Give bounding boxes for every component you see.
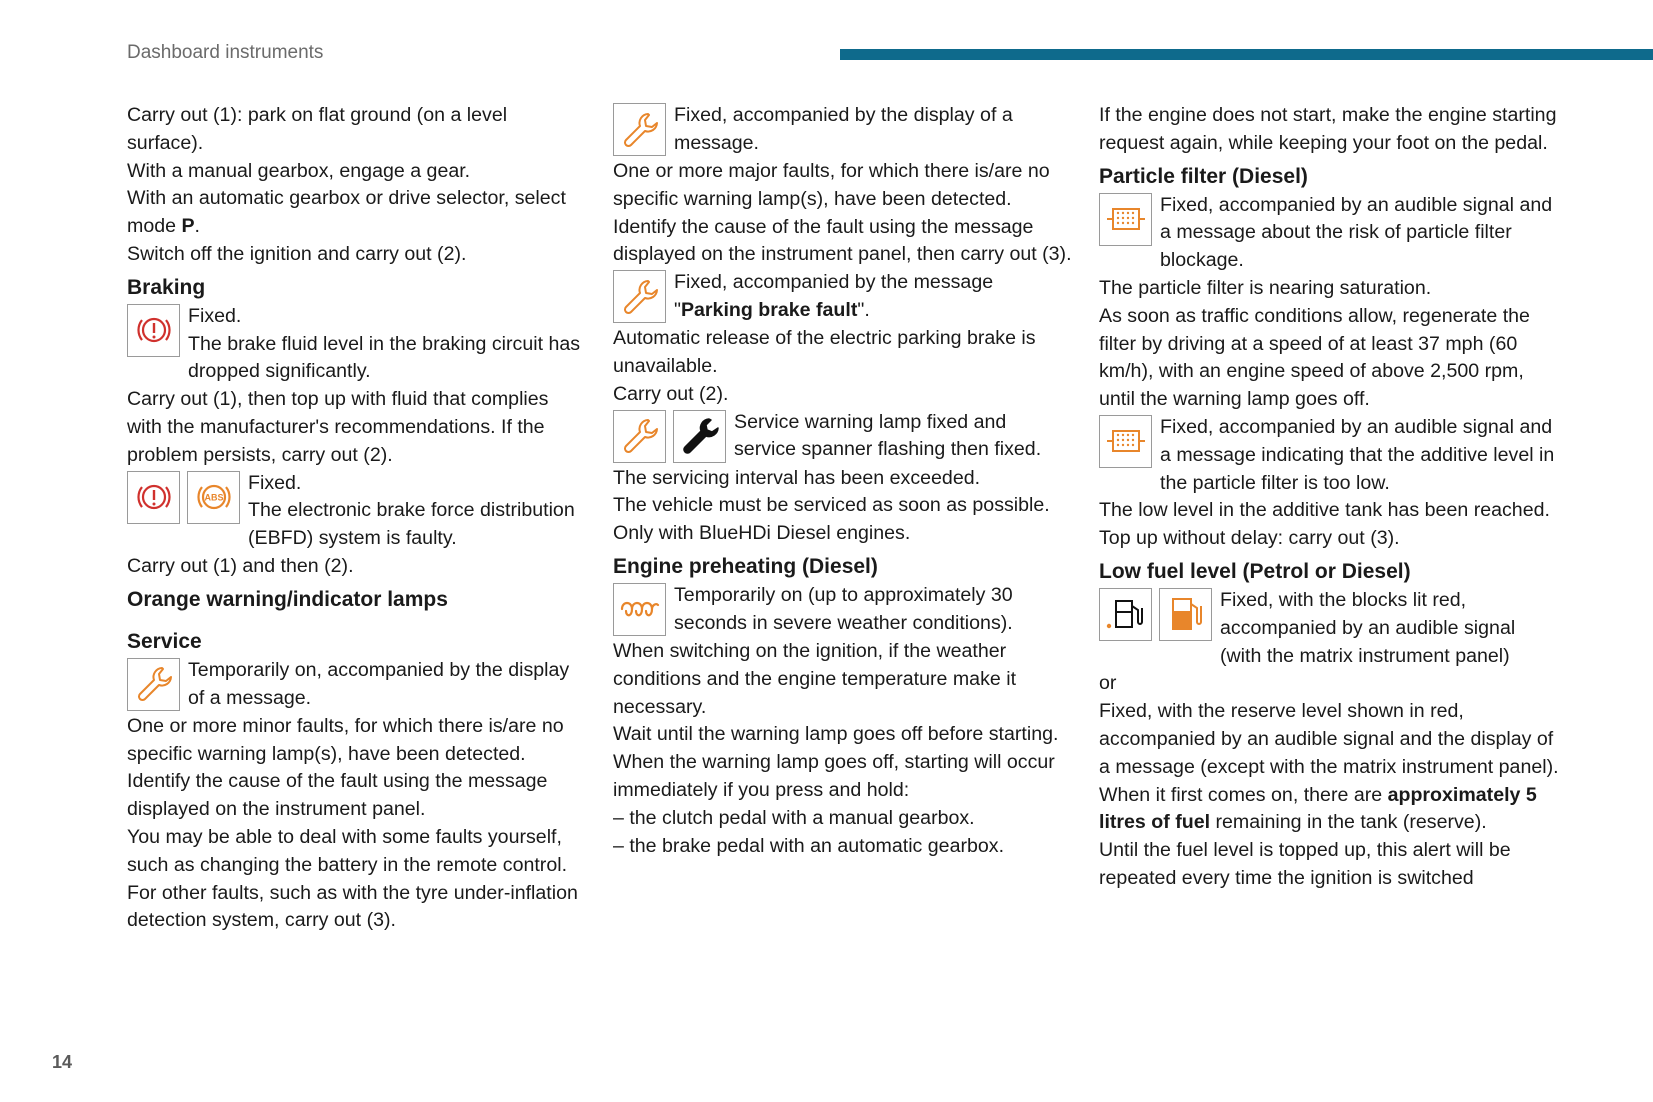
column-right	[1099, 102, 1559, 893]
paragraph: One or more minor faults, for which there is/are no specific warning lamp(s), have been detected.	[127, 714, 564, 765]
paragraph: The servicing interval has been exceeded.	[613, 466, 981, 489]
service-spanner-icon	[613, 103, 666, 156]
page-header-title: Dashboard instruments	[127, 42, 324, 63]
bullet-item: – the brake pedal with an automatic gearbox.	[613, 834, 1005, 857]
paragraph: With an automatic gearbox or drive selector, select mode P.	[127, 187, 566, 238]
fuel-blocks-icon	[1099, 588, 1152, 641]
lamp-block	[127, 303, 582, 386]
svg-text:ABS: ABS	[203, 492, 224, 503]
section-heading-service: Service	[127, 629, 202, 653]
paragraph: The low level in the additive tank has been reached.	[1099, 499, 1550, 522]
lamp-text: Service warning lamp fixed and service spanner flashing then fixed.	[734, 410, 1042, 461]
paragraph: Automatic release of the electric parking brake is unavailable.	[613, 327, 1036, 377]
paragraph: You may be able to deal with some faults yourself, such as changing the battery in the remote control.	[127, 825, 568, 876]
brake-warning-icon	[127, 471, 180, 524]
lamp-block	[613, 269, 1073, 325]
section-heading-low-fuel: Low fuel level (Petrol or Diesel)	[1099, 559, 1411, 583]
paragraph: One or more major faults, for which there is/are no specific warning lamp(s), have been detected.	[613, 160, 1050, 210]
paragraph: When switching on the ignition, if the weather conditions and the engine temperature make it necessary.	[613, 639, 1017, 718]
lamp-text: The brake fluid level in the braking circuit has dropped significantly.	[188, 332, 581, 383]
particle-filter-icon	[1099, 193, 1152, 246]
paragraph: Until the fuel level is topped up, this alert will be repeated every time the ignition is switched	[1099, 839, 1511, 889]
paragraph: or	[1099, 672, 1117, 695]
paragraph: Carry out (1), then top up with fluid that complies with the manufacturer's recommendations. If the problem persists, carry out (2).	[127, 388, 549, 466]
section-heading-preheating: Engine preheating (Diesel)	[613, 554, 878, 578]
fuel-reserve-icon	[1159, 588, 1212, 641]
paragraph: Top up without delay: carry out (3).	[1099, 527, 1400, 550]
lamp-block	[127, 657, 582, 713]
paragraph: As soon as traffic conditions allow, regenerate the filter by driving at a speed of at least 37 mph (60 km/h), with an engine speed of above 2,500 rpm, until the warning lamp goes off.	[1099, 304, 1530, 411]
paragraph: Identify the cause of the fault using the message displayed on the instrument panel, then carry out (3).	[613, 215, 1072, 266]
lamp-text: Fixed, accompanied by the message "Parking brake fault".	[674, 271, 994, 321]
paragraph: The particle filter is nearing saturation.	[1099, 276, 1432, 299]
brake-warning-icon	[127, 304, 180, 357]
paragraph: Fixed, with the reserve level shown in red, accompanied by an audible signal and the display of a message (except with the matrix instrument panel).	[1099, 700, 1559, 778]
lamp-text: Temporarily on, accompanied by the display of a message.	[188, 658, 570, 709]
paragraph: Switch off the ignition and carry out (2).	[127, 242, 467, 265]
page-number: 14	[52, 1052, 73, 1072]
section-heading-particle-filter: Particle filter (Diesel)	[1099, 164, 1308, 188]
header-accent-bar	[840, 49, 1653, 60]
paragraph: Only with BlueHDi Diesel engines.	[613, 522, 911, 545]
paragraph: Carry out (1) and then (2).	[127, 554, 354, 577]
particle-filter-icon	[1099, 415, 1152, 468]
lamp-text: Fixed, with the blocks lit red, accompanied by an audible signal (with the matrix instrument panel)	[1220, 588, 1516, 667]
lamp-block	[613, 582, 1073, 638]
paragraph: Carry out (1): park on flat ground (on a level surface).	[127, 104, 508, 154]
lamp-block	[613, 409, 1073, 465]
lamp-text: Fixed, accompanied by the display of a message.	[674, 104, 1013, 154]
lamp-block	[1099, 587, 1559, 670]
lamp-text: Fixed, accompanied by an audible signal and a message indicating that the additive level in the particle filter is too low.	[1160, 415, 1555, 494]
service-spanner-icon	[127, 658, 180, 711]
lamp-block	[127, 470, 582, 553]
paragraph: When it first comes on, there are approximately 5 litres of fuel remaining in the tank (reserve).	[1099, 783, 1537, 834]
lamp-text: Fixed.	[188, 304, 242, 327]
column-middle	[613, 102, 1073, 860]
paragraph: The vehicle must be serviced as soon as possible.	[613, 494, 1050, 517]
lamp-text: Fixed, accompanied by an audible signal and a message about the risk of particle filter blockage.	[1160, 193, 1553, 272]
paragraph: With a manual gearbox, engage a gear.	[127, 159, 471, 182]
lamp-text: Fixed.	[248, 471, 302, 494]
service-spanner-icon	[613, 410, 666, 463]
lamp-text: The electronic brake force distribution (EBFD) system is faulty.	[248, 499, 575, 550]
paragraph: When the warning lamp goes off, starting will occur immediately if you press and hold:	[613, 751, 1055, 801]
paragraph: If the engine does not start, make the engine starting request again, while keeping your foot on the pedal.	[1099, 104, 1557, 154]
paragraph: Wait until the warning lamp goes off before starting.	[613, 723, 1059, 746]
paragraph: Identify the cause of the fault using the message displayed on the instrument panel.	[127, 770, 548, 821]
section-heading-orange: Orange warning/indicator lamps	[127, 587, 448, 611]
section-heading-braking: Braking	[127, 275, 206, 299]
service-spanner-icon	[613, 270, 666, 323]
lamp-block	[613, 102, 1073, 158]
column-left	[127, 102, 582, 935]
spanner-black-icon	[673, 410, 726, 463]
preheating-coil-icon	[613, 583, 666, 636]
lamp-block	[1099, 414, 1559, 497]
bullet-item: – the clutch pedal with a manual gearbox.	[613, 806, 975, 829]
abs-icon	[187, 471, 240, 524]
paragraph: Carry out (2).	[613, 382, 729, 405]
paragraph: For other faults, such as with the tyre under-inflation detection system, carry out (3).	[127, 881, 578, 932]
lamp-text: Temporarily on (up to approximately 30 seconds in severe weather conditions).	[674, 583, 1013, 634]
lamp-block	[1099, 192, 1559, 275]
